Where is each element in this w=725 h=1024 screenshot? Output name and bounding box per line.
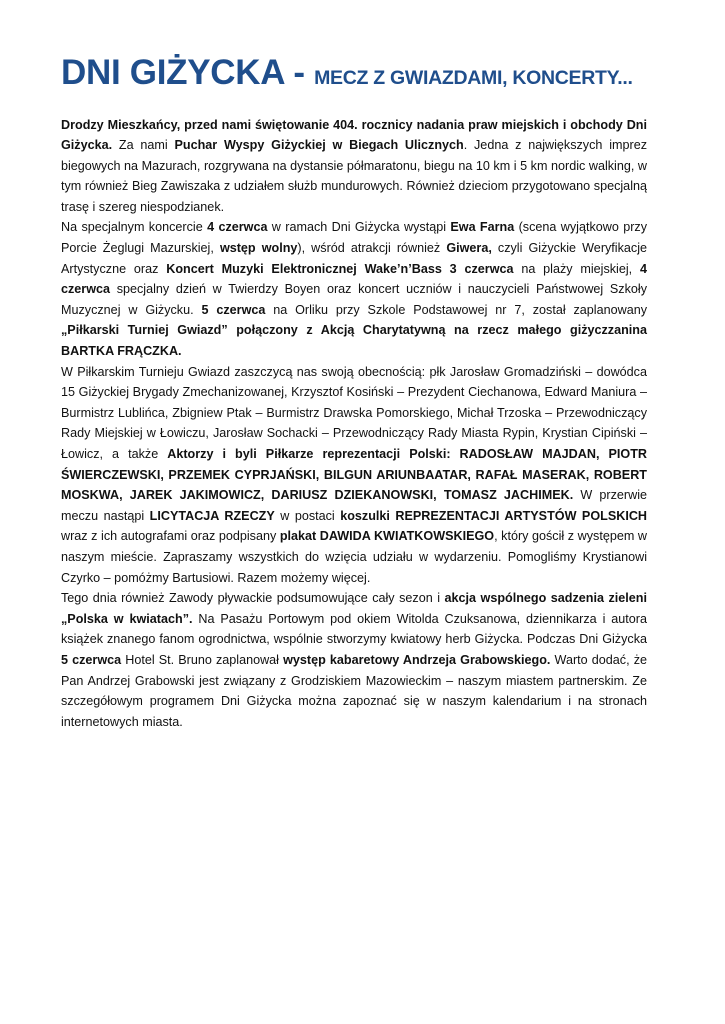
bold-text: 5 czerwca [201, 302, 266, 317]
text-run: czyli Giżyckie Weryfikacje Artystyczne oraz [61, 241, 648, 276]
text-run: na plaży miejskiej, [513, 261, 640, 276]
bold-text: występ kabaretowy Andrzeja Grabowskiego. [283, 652, 551, 667]
bold-text: 4 czerwca [61, 261, 647, 297]
bold-text: Koncert Muzyki Elektronicznej Wake’n’Bass 3 czerwca [166, 261, 514, 276]
title-subtitle: MECZ Z GWIAZDAMI, KONCERTY... [314, 67, 633, 89]
text-run: Tego dnia również Zawody pływackie podsumowujące cały sezon i [61, 591, 445, 606]
text-run: Hotel St. Bruno zaplanował [121, 652, 284, 667]
bold-text: akcja wspólnego sadzenia zieleni „Polska w kwiatach”. [61, 591, 647, 626]
text-run: W Piłkarskim Turnieju Gwiazd zaszczycą nas swoją obecnością: płk Jarosław Gromadziński – dowódca 15 Giżyckiej Brygady Zmechanizowanej, Krzysztof Kosiński – Prezydent Ciechanowa, Edward Maniura – Burmistrz Lublińca, Zbigniew Ptak – Burmistrz Drawska Pomorskiego, Michał Trzoska – Przewodniczący Rady Miejskiej w Łowiczu, Jarosław Sochacki – Przewodniczący Rady Miasta Rypin, Krystian Cipiński – Łowicz, a także [61, 364, 647, 461]
text-run: Warto dodać, że Pan Andrzej Grabowski jest związany z Grodziskiem Mazowieckim – naszym miastem partnerskim. Ze szczegółowym programem Dni Giżycka można zapoznać się w naszym kalendarium i na stronach internetowych miasta. [61, 652, 648, 729]
text-run: Za nami [112, 138, 175, 153]
article-body [61, 115, 647, 733]
paragraph-other-events [61, 588, 647, 732]
text-run: , który gościł z występem w naszym mieście. Zapraszamy wszystkich do wzięcia udziału w wydarzeniu. Pomogliśmy Krystianowi Czyrko – pomóżmy Bartusiowi. Razem możemy więcej. [61, 529, 647, 585]
bold-text: koszulki REPREZENTACJI ARTYSTÓW POLSKICH [340, 508, 648, 523]
bold-text: 5 czerwca [61, 652, 122, 667]
text-run: W przerwie meczu nastąpi [61, 488, 647, 523]
text-run: wraz z ich autografami oraz podpisany [61, 529, 280, 544]
page-title [61, 54, 647, 93]
bold-text: Puchar Wyspy Giżyckiej w Biegach Ulicznych [174, 138, 464, 153]
text-run: w postaci [274, 508, 341, 523]
title-main: DNI GIŻYCKA - [61, 53, 315, 92]
paragraph-intro [61, 115, 647, 218]
bold-text: plakat DAWIDA KWIATKOWSKIEGO [279, 529, 495, 544]
paragraph-football-tournament [61, 362, 647, 589]
text-run: w ramach Dni Giżycka wystąpi [267, 220, 451, 235]
bold-text: „Piłkarski Turniej Gwiazd” połączony z Akcją Charytatywną na rzecz małego giżyczzanina BARTKA FRĄCZKA. [61, 323, 647, 359]
bold-text: Aktorzy i byli Piłkarze reprezentacji Polski: RADOSŁAW MAJDAN, PIOTR ŚWIERCZEWSKI, PRZEMEK CYPRJAŃSKI, BILGUN ARIUNBAATAR, RAFAŁ MASERAK, ROBERT MOSKWA, JAREK JAKIMOWICZ, DARIUSZ DZIEKANOWSKI, TOMASZ JACHIMEK. [61, 447, 647, 503]
bold-text: wstęp wolny [219, 241, 298, 256]
bold-text: Drodzy Mieszkańcy, przed nami świętowanie 404. rocznicy nadania praw miejskich i obchody Dni Giżycka. [61, 117, 647, 153]
bold-text: 4 czerwca [207, 220, 268, 235]
text-run: (scena wyjątkowo przy Porcie Żeglugi Mazurskiej, [61, 220, 647, 256]
paragraph-concerts [61, 217, 647, 361]
bold-text: Giwera, [446, 241, 492, 256]
text-run: specjalny dzień w Twierdzy Boyen oraz koncert uczniów i nauczycieli Państwowej Szkoły Muzycznej w Giżycku. [61, 282, 647, 317]
text-run: . Jedna z największych imprez biegowych na Mazurach, rozgrywana na dystansie półmaratonu, biegu na 10 km i 5 km nordic walking, w tym również Bieg Zawiszaka z udziałem służb mundurowych. Również dzieciom przygotowano specjalną trasę i szereg niespodzianek. [61, 138, 647, 214]
bold-text: LICYTACJA RZECZY [149, 508, 275, 523]
text-run: Na specjalnym koncercie [61, 220, 208, 235]
text-run: na Orliku przy Szkole Podstawowej nr 7, został zaplanowany [265, 302, 648, 317]
text-run: ), wśród atrakcji również [297, 241, 447, 256]
text-run: Na Pasażu Portowym pod okiem Witolda Czuksanowa, dziennikarza i autora książek znanego fanom ogrodnictwa, wspólnie stworzymy kwiatowy herb Giżycka. Podczas Dni Giżycka [61, 611, 647, 647]
bold-text: Ewa Farna [450, 220, 515, 235]
